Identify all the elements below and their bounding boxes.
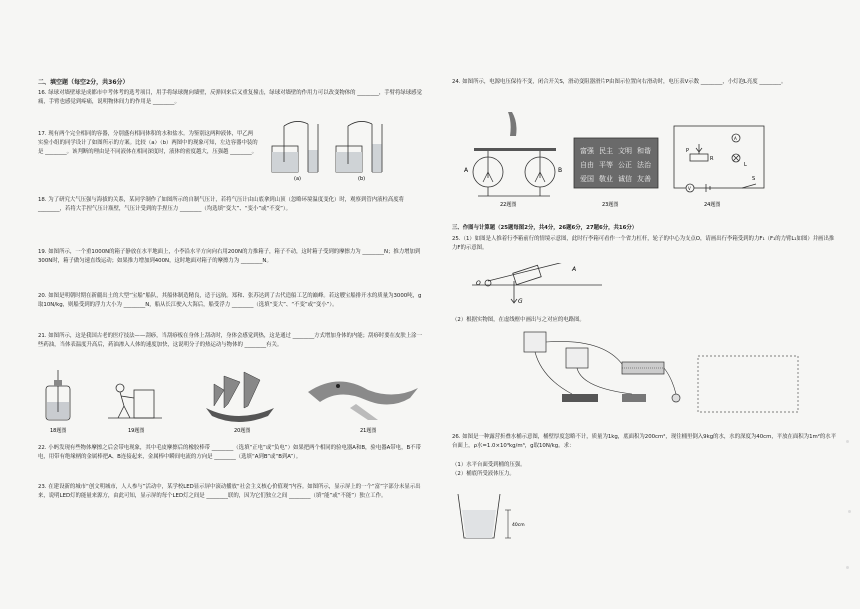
caption-19: 19题图	[128, 428, 145, 434]
question-21: 21. 如图所示，这是我国古老的医疗技法——刮痧，当刮痧板在身体上刮动时，身体会感觉到热，这是通过 ________方式增加身体的内能；刮痧时要在皮肤上涂一些药油，当体表温度升高后，药油渗入人体的速度加快，这说明分子的热运动与物体的 ________有关。	[38, 333, 422, 348]
luggage-lever	[472, 263, 612, 307]
question-17: 17. 现有两个完全相同的容器，分别盛有相同体积的水和盐水。为鉴别这两种液体，甲乙两实验小组的同学设计了如图所示的方案。比较（a）（b）两图中的现象可知，左边容器中装的是 ________。该判断的理由是不同液体在相同深度时，液体的密度越大，压强越 ________。	[38, 131, 258, 155]
svg-text:敬业: 敬业	[599, 175, 613, 183]
svg-text:文明: 文明	[618, 147, 632, 155]
person-pushing-box	[108, 384, 162, 418]
figures-22-24	[452, 108, 837, 208]
pressure-gauge-bottle	[46, 370, 70, 420]
question-18: 18. 为了研究大气压强与海拔的关系，某同学制作了如图所示的自制气压计，若将气压计由山底拿到山顶（忽略环境温度变化）时，观察到管内液柱高度将 ________，若将大手捏气压计瓶壁，气压计受到的手捏压力 ________（均选填“变大”、“变小”或“不变”）。	[38, 197, 405, 212]
svg-text:V: V	[688, 186, 691, 191]
question-26-2: （2）桶底所受液体压力。	[452, 471, 515, 477]
left-column	[38, 78, 423, 499]
svg-text:P: P	[686, 148, 690, 154]
question-22: 22. 小蚂发现有些物体摩擦之后会带电现象，其中毛皮摩擦后的橡胶棒带 ________（选填“正电”或“负电”）如果把两个相同的验电器A和B，验电器A带电，B不带电，用带有绝缘柄的金属棒把A、B连接起来，金属棒中瞬间电流的方向是 ________（选填“A到B”或“B到A”）。	[38, 445, 421, 460]
svg-text:A: A	[734, 136, 737, 141]
svg-text:公正: 公正	[618, 161, 632, 169]
svg-text:自由: 自由	[580, 161, 594, 169]
circuit-24	[674, 126, 764, 192]
folding-bucket	[452, 488, 532, 546]
question-16: 16. 绿球对墙壁球是成都市中考体考的选考项目，用手将绿球抛向墙壁，反弹回来后又重复撞击，绿球对墙壁的作用力可以改变物体的 ________，手臂将绿球感觉痛，手臂也感觉到疼痛，说明物体间力的作用是 ________。	[38, 90, 422, 105]
led-display	[574, 138, 658, 188]
question-20: 20. 如图是明朝时期在新疆出土的大型“宝船”船队，其船体制造精良，适于远航。郑和、张苏达到了古代造船工艺的巅峰。若这艘宝船排开水的质量为3000吨，g取10N/kg，则船受到的浮力大小为 ________N，船从长江驶入大海后，船受浮力 ________（选填“变大”、“不变”或“变小”）。	[38, 293, 422, 308]
caption-23: 23题图	[602, 202, 619, 208]
svg-text:40cm: 40cm	[512, 523, 525, 528]
figure-17	[266, 120, 396, 182]
question-23: 23. 在建设新的城市“创文明城市，人人参与”活动中，某学校LED显示屏中滚动播放“社会主义核心价值观”内容。如图所示，显示屏上的一个“富”字部分未显示出来，说明LED灯的能量来源方，由此可知，显示屏的每个LED灯之间是 ________联的，因为它们独立之间 ________（填“能”或“不能”）独立工作。	[38, 484, 421, 499]
question-25-1: 25.（1）如图是人推着行李箱前行的情境示意图，此时行李箱可看作一个省力杠杆，轮子的中心为支点O，请画出行李箱受到的力F₁（F₁的力臂L₁如图）并画出推力F的示意图。	[452, 236, 835, 251]
svg-text:G: G	[518, 298, 523, 305]
liquid-a	[272, 152, 298, 172]
figures-18-21	[38, 368, 423, 436]
svg-text:A: A	[464, 167, 469, 174]
question-26-1: （1）水平台面受到桶的压强。	[452, 462, 526, 468]
section-title-fill-in: 二、填空题（每空2分，共36分）	[38, 79, 129, 86]
caption-24: 24题图	[704, 202, 721, 208]
svg-text:爱国: 爱国	[580, 175, 594, 183]
scraping-illustration	[308, 381, 418, 420]
svg-text:富强: 富强	[580, 147, 594, 155]
question-25-2: （2）根据实物图，在虚线框中画出与之对应的电路图。	[452, 317, 585, 323]
svg-text:S: S	[752, 176, 756, 182]
svg-text:平等: 平等	[599, 161, 613, 169]
caption-22: 22题图	[500, 202, 517, 208]
physical-circuit	[522, 328, 812, 420]
svg-text:A: A	[572, 266, 577, 273]
treasure-ship	[206, 372, 274, 422]
svg-text:R: R	[710, 156, 714, 162]
section-title-calc: 三、作图与计算题（25题每图2分，共4分，26题6分，27题6分，共16分）	[452, 225, 638, 231]
svg-text:法治: 法治	[637, 161, 651, 169]
electroscopes-a-b	[464, 112, 562, 196]
svg-text:O: O	[476, 280, 481, 287]
label-b: (b)	[358, 176, 366, 182]
svg-text:友善: 友善	[637, 175, 651, 183]
svg-text:民主: 民主	[599, 147, 613, 155]
svg-text:和谐: 和谐	[637, 147, 651, 155]
question-24: 24. 如图所示，电源电压保持不变，闭合开关S，滑动变阻器滑片P由图示位置向右滑动时，电压表V示数 ________，小灯泡L亮度 ________。	[452, 79, 787, 85]
caption-21: 21题图	[360, 428, 377, 434]
dashed-drawing-box	[698, 356, 798, 412]
liquid-b	[336, 152, 362, 172]
question-26: 26. 如图是一种露营折叠水桶示意图，桶壁厚度忽略不计，质量为1kg，底面积为200cm²，现往桶里倒入9kg的水，水的深度为40cm，平放在面积为1m²的水平台面上，ρ水=1.0×10³kg/m³，g取10N/kg。求：	[452, 434, 837, 449]
svg-text:诚信: 诚信	[618, 175, 632, 183]
svg-text:B: B	[558, 167, 563, 174]
svg-text:L: L	[744, 162, 747, 168]
question-19: 19. 如图所示，一个重1000N的箱子静放在水平地面上，小李沿水平方向向右用200N的力推箱子，箱子不动，这时箱子受到的摩擦力为 ________N；推力增加到300N时，箱子做匀速直线运动；如果推力增加到400N，这时地面对箱子的摩擦力为 ________N。	[38, 249, 421, 264]
caption-20: 20题图	[234, 428, 251, 434]
caption-18: 18题图	[50, 428, 67, 434]
label-a: (a)	[294, 176, 301, 182]
